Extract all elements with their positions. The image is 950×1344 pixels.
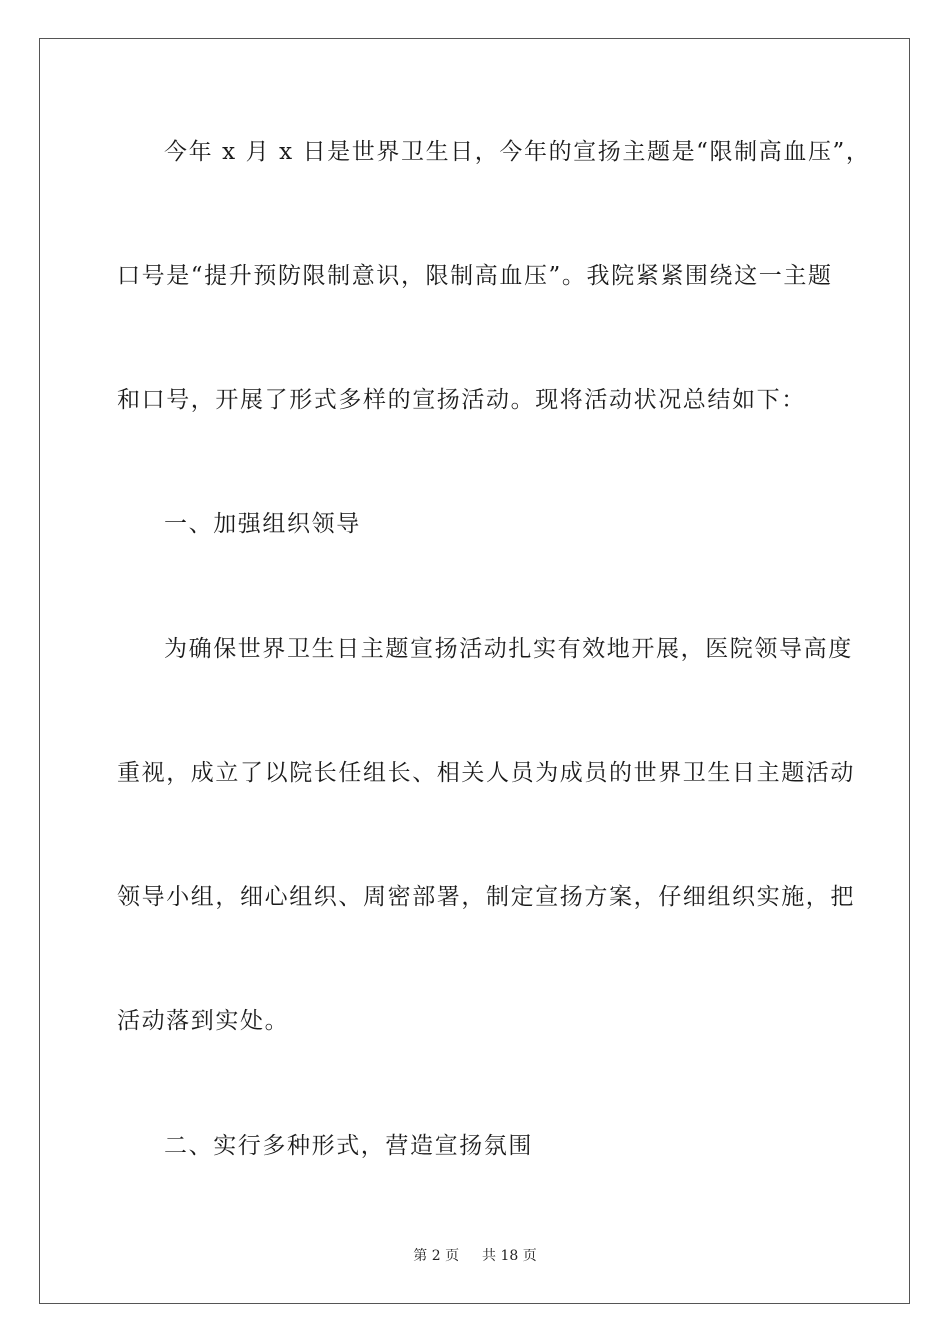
- paragraph-2-line-2: 重视，成立了以院长任组长、相关人员为成员的世界卫生日主题活动: [117, 760, 855, 786]
- section-heading-2: 二、实行多种形式，营造宣扬氛围: [164, 1133, 533, 1159]
- paragraph-2-line-1: 为确保世界卫生日主题宣扬活动扎实有效地开展，医院领导高度: [164, 636, 853, 662]
- page-number: 第 2 页: [413, 1248, 460, 1264]
- paragraph-1-line-2: 口号是“提升预防限制意识，限制高血压”。我院紧紧围绕这一主题: [117, 263, 833, 289]
- section-heading-1: 一、加强组织领导: [164, 511, 361, 537]
- paragraph-1-line-3: 和口号，开展了形式多样的宣扬活动。现将活动状况总结如下：: [117, 387, 806, 413]
- paragraph-1-line-1: 今年 x 月 x 日是世界卫生日，今年的宣扬主题是“限制高血压”，: [164, 139, 871, 165]
- paragraph-2-line-3: 领导小组，细心组织、周密部署，制定宣扬方案，仔细组织实施，把: [117, 884, 855, 910]
- paragraph-2-line-4: 活动落到实处。: [117, 1008, 290, 1034]
- page-border: [39, 38, 910, 1304]
- page-footer: [0, 1246, 950, 1266]
- total-pages: 共 18 页: [482, 1248, 537, 1264]
